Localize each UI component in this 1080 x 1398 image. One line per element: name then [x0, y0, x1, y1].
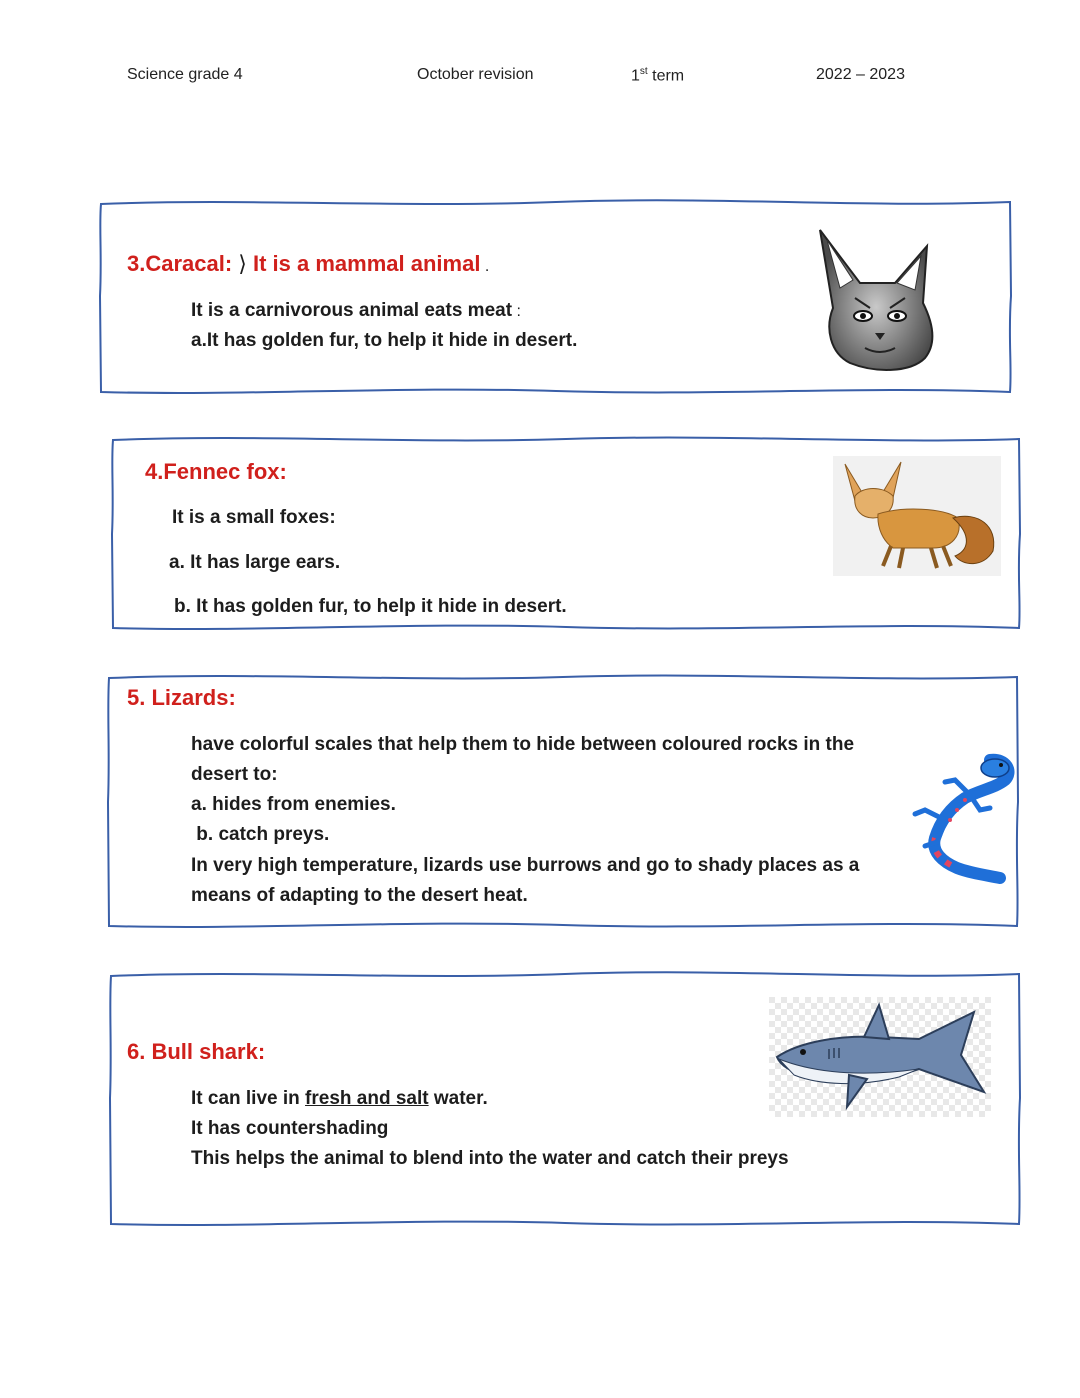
- shark-line1-a: It can live in: [191, 1088, 306, 1109]
- lizards-line5: In very high temperature, lizards use burrows and go to shady places as a: [191, 855, 860, 876]
- header-year: 2022 – 2023: [816, 66, 905, 83]
- shark-line1-underlined: fresh and salt: [305, 1088, 429, 1109]
- caracal-line1: [191, 300, 521, 322]
- shark-icon: [769, 997, 991, 1117]
- term-suffix: st: [639, 66, 648, 77]
- caracal-line1-text: It is a carnivorous animal eats meat: [191, 300, 513, 321]
- lizards-line2: desert to:: [191, 764, 278, 785]
- fennec-title-rest: .Fennec fox:: [157, 459, 287, 484]
- caracal-title-num: 3.Caracal:: [127, 251, 233, 276]
- lizards-line4: b. catch preys.: [191, 824, 330, 845]
- caracal-title: [127, 251, 489, 277]
- fennec-title-num: 4: [145, 459, 158, 484]
- fennec-line2: a. It has large ears.: [169, 552, 341, 573]
- shark-line2: It has countershading: [191, 1118, 389, 1139]
- lizards-line1: have colorful scales that help them to hide between coloured rocks in the: [191, 734, 855, 755]
- shark-line1: [191, 1088, 488, 1110]
- caracal-line1-colon: :: [512, 303, 521, 320]
- lizards-line3: a. hides from enemies.: [191, 794, 396, 815]
- shark-line1-b: water.: [428, 1088, 488, 1109]
- header-term: [631, 66, 684, 85]
- term-word: term: [647, 67, 685, 85]
- fennec-line3: b. It has golden fur, to help it hide in desert.: [174, 596, 567, 617]
- shark-line3: This helps the animal to blend into the water and catch their preys: [191, 1148, 789, 1169]
- caracal-title-rest: It is a mammal animal: [253, 251, 481, 276]
- caracal-bracket: ⟩: [232, 251, 253, 276]
- caracal-title-dot: .: [480, 258, 490, 275]
- header-subject: Science grade 4: [127, 66, 243, 83]
- term-number: 1: [631, 67, 640, 85]
- shark-title: 6. Bull shark:: [127, 1039, 266, 1064]
- fennec-title: [145, 459, 287, 485]
- header-revision: October revision: [417, 66, 534, 83]
- fennec-line1: It is a small foxes:: [172, 507, 336, 528]
- fennec-fox-icon: [833, 456, 1001, 576]
- caracal-head-icon: [815, 228, 940, 373]
- lizard-icon: [895, 750, 1015, 885]
- caracal-line2: a.It has golden fur, to help it hide in desert.: [191, 330, 578, 351]
- lizards-line6: means of adapting to the desert heat.: [191, 885, 528, 906]
- lizards-title: 5. Lizards:: [127, 685, 236, 710]
